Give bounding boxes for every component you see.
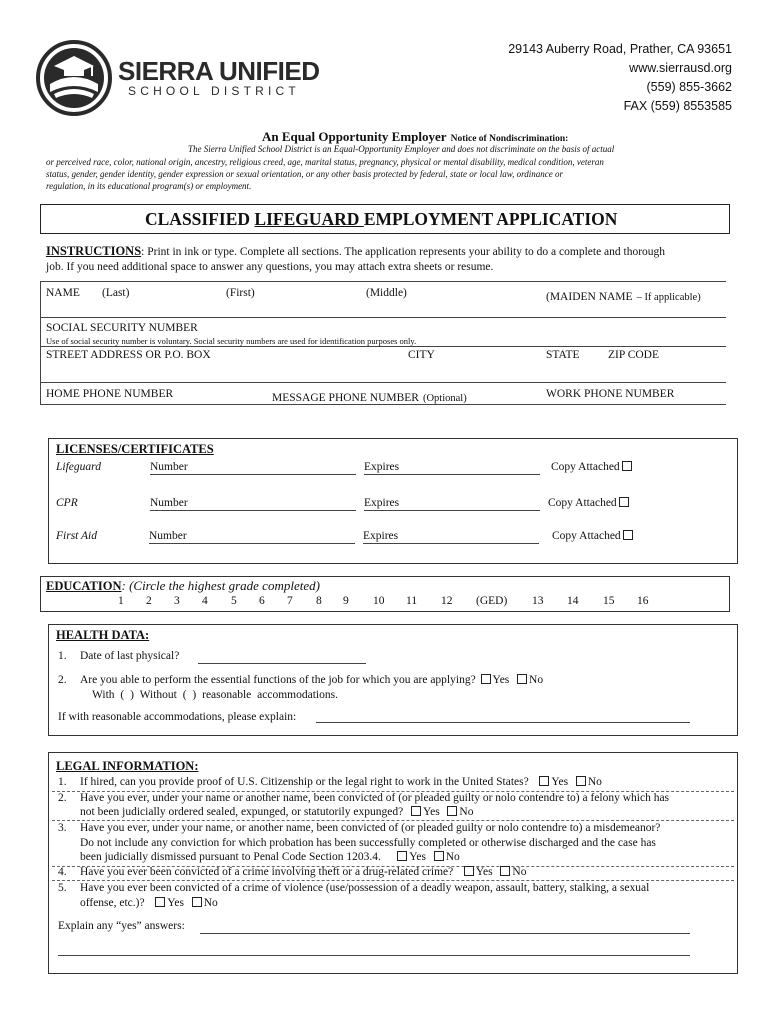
grade-option[interactable]: 10 bbox=[373, 595, 385, 607]
grade-option[interactable]: 6 bbox=[259, 595, 265, 607]
ssn-input-line[interactable] bbox=[40, 346, 726, 347]
licenses-title: LICENSES/CERTIFICATES bbox=[56, 442, 214, 456]
health-q1-number: 1. bbox=[58, 650, 67, 662]
instructions-label: INSTRUCTIONS bbox=[46, 244, 142, 258]
no-checkbox[interactable] bbox=[192, 897, 202, 907]
legal-q2-number: 2. bbox=[58, 792, 67, 804]
grade-option[interactable]: 3 bbox=[174, 595, 180, 607]
school-logo-icon bbox=[36, 40, 112, 116]
legal-q2-line-2: not been judicially ordered sealed, expunged, or statutorily expunged? Yes No bbox=[80, 806, 474, 818]
legal-q5-line-2: offense, etc.)? Yes No bbox=[80, 897, 218, 909]
district-address: 29143 Auberry Road, Prather, CA 93651 bbox=[508, 42, 732, 56]
middle-name-label: (Middle) bbox=[366, 287, 407, 299]
grade-option[interactable]: 11 bbox=[406, 595, 418, 607]
title-box bbox=[40, 204, 730, 234]
grade-option[interactable]: 14 bbox=[567, 595, 579, 607]
work-phone-label: WORK PHONE NUMBER bbox=[546, 388, 675, 400]
no-checkbox[interactable] bbox=[576, 776, 586, 786]
legal-q5-number: 5. bbox=[58, 882, 67, 894]
grade-option[interactable]: 12 bbox=[441, 595, 453, 607]
name-input-line[interactable] bbox=[40, 317, 726, 318]
district-contact bbox=[508, 40, 732, 116]
ssn-label: SOCIAL SECURITY NUMBER bbox=[46, 322, 198, 334]
yes-checkbox[interactable] bbox=[397, 851, 407, 861]
legal-q3-line-3: been judicially dismissed pursuant to Penal Code Section 1203.4. Yes No bbox=[80, 851, 460, 863]
explain-yes-label: Explain any “yes” answers: bbox=[58, 920, 185, 932]
yes-checkbox[interactable] bbox=[481, 674, 491, 684]
explain-accommodations-label: If with reasonable accommodations, please explain: bbox=[58, 711, 297, 723]
grade-option[interactable]: 5 bbox=[231, 595, 237, 607]
license-number-label: Number bbox=[150, 461, 188, 473]
license-expires-label: Expires bbox=[364, 461, 400, 473]
license-number-line[interactable] bbox=[149, 543, 355, 544]
health-q2: Are you able to perform the essential functions of the job for which you are applying? Yes No bbox=[80, 674, 544, 686]
explain-yes-line-1[interactable] bbox=[200, 933, 690, 934]
notice-line-1: The Sierra Unified School District is an Equal-Opportunity Employer and does not discriminate on the basis of actual bbox=[188, 144, 615, 154]
legal-q4-number: 4. bbox=[58, 866, 67, 878]
explain-yes-line-2[interactable] bbox=[58, 955, 690, 956]
yes-checkbox[interactable] bbox=[464, 866, 474, 876]
district-subtitle: SCHOOL DISTRICT bbox=[128, 84, 300, 98]
message-phone-label: MESSAGE PHONE NUMBER (Optional) bbox=[272, 392, 467, 404]
grade-option[interactable]: (GED) bbox=[476, 595, 508, 607]
city-label: CITY bbox=[408, 349, 435, 361]
notice-line-4: regulation, in its educational program(s) or employment. bbox=[46, 181, 252, 191]
no-checkbox[interactable] bbox=[500, 866, 510, 876]
legal-q2-line-1: Have you ever, under your name or another name, been convicted of (or pleaded guilty or nolo contendre to) a felony which has bbox=[80, 792, 670, 804]
legal-q3-number: 3. bbox=[58, 822, 67, 834]
district-logo bbox=[36, 40, 112, 116]
grade-option[interactable]: 13 bbox=[532, 595, 544, 607]
education-header bbox=[46, 577, 320, 595]
home-phone-label: HOME PHONE NUMBER bbox=[46, 388, 174, 400]
grade-option[interactable]: 9 bbox=[343, 595, 349, 607]
yes-checkbox[interactable] bbox=[539, 776, 549, 786]
legal-q3-line-1: Have you ever, under your name, or another name, been convicted of (or pleaded guilty or nolo contendre to) a misdemeanor? bbox=[80, 822, 661, 834]
health-q2-number: 2. bbox=[58, 674, 67, 686]
legal-q1-number: 1. bbox=[58, 776, 67, 788]
copy-attached-checkbox[interactable] bbox=[619, 497, 629, 507]
physical-date-line[interactable] bbox=[198, 663, 366, 664]
legal-q1: If hired, can you provide proof of U.S. Citizenship or the legal right to work in the United States? Yes No bbox=[80, 776, 602, 788]
notice-line-3: status, gender, gender identity, gender expression or sexual orientation, or any other basis protected by federal, state or local law, ordinance or bbox=[46, 169, 564, 179]
instructions-line-1: INSTRUCTIONS: Print in ink or type. Complete all sections. The application represents your ability to do a complete and thorough bbox=[46, 244, 666, 258]
copy-attached-checkbox[interactable] bbox=[623, 530, 633, 540]
education-label: EDUCATION bbox=[46, 579, 122, 593]
education-instruction: : (Circle the highest grade completed) bbox=[121, 578, 320, 593]
grade-option[interactable]: 4 bbox=[202, 595, 208, 607]
employer-statement: An Equal Opportunity Employer bbox=[262, 129, 447, 144]
notice-line-2: or perceived race, color, national origin, ancestry, religious creed, age, marital status, pregnancy, physical or mental disability, medical condition, veteran bbox=[46, 157, 604, 167]
page-title: CLASSIFIED LIFEGUARD EMPLOYMENT APPLICATION bbox=[145, 209, 618, 229]
license-copy-label: Copy Attached bbox=[548, 497, 631, 509]
license-number-line[interactable] bbox=[150, 510, 356, 511]
license-name: Lifeguard bbox=[56, 461, 101, 473]
legal-title: LEGAL INFORMATION: bbox=[56, 759, 199, 773]
grade-option[interactable]: 7 bbox=[287, 595, 293, 607]
health-title: HEALTH DATA: bbox=[56, 628, 150, 642]
last-name-label: (Last) bbox=[102, 287, 130, 299]
license-copy-label: Copy Attached bbox=[552, 530, 635, 542]
name-label: NAME bbox=[46, 287, 80, 299]
ssn-note: Use of social security number is voluntary. Social security numbers are used for identification purposes only. bbox=[46, 336, 417, 346]
address-input-line[interactable] bbox=[40, 382, 726, 383]
instructions-line-2: job. If you need additional space to answer any questions, you may attach extra sheets or resume. bbox=[46, 261, 494, 273]
no-checkbox[interactable] bbox=[447, 806, 457, 816]
no-checkbox[interactable] bbox=[517, 674, 527, 684]
district-website: www.sierrausd.org bbox=[629, 61, 732, 75]
notice-title: Notice of Nondiscrimination: bbox=[450, 134, 569, 144]
maiden-name-label: (MAIDEN NAME – If applicable) bbox=[546, 291, 701, 303]
license-expires-label: Expires bbox=[364, 497, 400, 509]
legal-q3-line-2: Do not include any conviction for which probation has been successfully completed or otherwise discharged and the case has bbox=[80, 837, 656, 849]
yes-checkbox[interactable] bbox=[411, 806, 421, 816]
license-expires-line[interactable] bbox=[363, 543, 539, 544]
health-q1: Date of last physical? bbox=[80, 650, 180, 662]
district-name: SIERRA UNIFIED bbox=[118, 56, 320, 86]
no-checkbox[interactable] bbox=[434, 851, 444, 861]
grade-option[interactable]: 8 bbox=[316, 595, 322, 607]
license-expires-line[interactable] bbox=[364, 474, 540, 475]
copy-attached-checkbox[interactable] bbox=[622, 461, 632, 471]
license-expires-label: Expires bbox=[363, 530, 399, 542]
legal-q4: Have you ever been convicted of a crime involving theft or a drug-related crime? Yes No bbox=[80, 866, 527, 878]
license-number-label: Number bbox=[149, 530, 187, 542]
district-phone: (559) 855-3662 bbox=[646, 80, 732, 94]
yes-checkbox[interactable] bbox=[155, 897, 165, 907]
explain-accommodations-line[interactable] bbox=[316, 722, 690, 723]
district-fax: FAX (559) 8553585 bbox=[623, 99, 732, 113]
grade-option[interactable]: 2 bbox=[146, 595, 152, 607]
license-copy-label: Copy Attached bbox=[551, 461, 634, 473]
license-expires-line[interactable] bbox=[364, 510, 540, 511]
grade-option[interactable]: 1 bbox=[118, 595, 124, 607]
license-name: First Aid bbox=[56, 530, 98, 542]
first-name-label: (First) bbox=[226, 287, 255, 299]
license-number-line[interactable] bbox=[150, 474, 356, 475]
license-name: CPR bbox=[56, 497, 78, 509]
legal-q5-line-1: Have you ever been convicted of a crime of violence (use/possession of a deadly weapon, assault, battery, stalking, a sexual bbox=[80, 882, 650, 894]
grade-option[interactable]: 16 bbox=[637, 595, 649, 607]
accommodations-line: With ( ) Without ( ) reasonable accommodations. bbox=[92, 689, 338, 701]
grade-option[interactable]: 15 bbox=[603, 595, 615, 607]
state-label: STATE bbox=[546, 349, 580, 361]
license-number-label: Number bbox=[150, 497, 188, 509]
street-label: STREET ADDRESS OR P.O. BOX bbox=[46, 349, 211, 361]
zip-label: ZIP CODE bbox=[608, 349, 660, 361]
